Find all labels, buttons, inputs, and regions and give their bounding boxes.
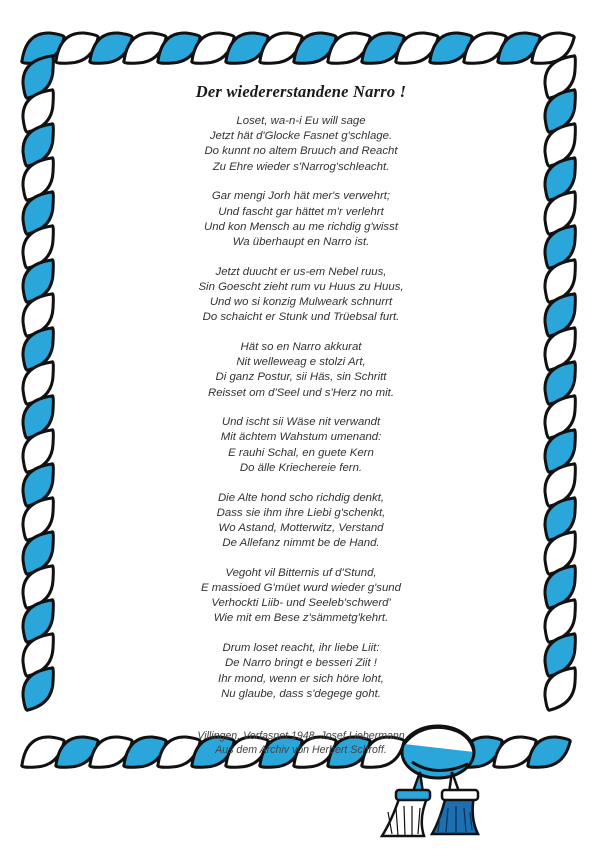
poem-line: Sin Goescht zieht rum vu Huus zu Huus,	[198, 280, 404, 293]
poem-title: Der wiedererstandene Narro !	[195, 82, 407, 101]
poem-credits	[62, 729, 540, 757]
poem-line: Wie mit em Bese z'sämmetg'kehrt.	[213, 612, 389, 625]
poem-line: E massioed G'müet wurd wieder g'sund	[201, 582, 401, 595]
poem-line: Die Alte hond scho richdig denkt,	[217, 491, 385, 504]
stanza	[62, 189, 540, 250]
poem-line: Gar mengi Jorh hät mer's verwehrt;	[211, 190, 391, 203]
poem-line: Und kon Mensch au me richdig g'wisst	[203, 220, 398, 233]
credit-archive: Aus dem Archiv von Herbert Schroff.	[215, 744, 387, 756]
credit-author: Villingen, Vorfasnet 1948. Josef Liebermann	[197, 730, 405, 742]
poem-line: Und fascht gar hättet m'r verlehrt	[218, 205, 384, 218]
stanza	[62, 415, 540, 476]
poem-line: Vegoht vil Bitternis uf d'Stund,	[225, 566, 377, 579]
poem-line: De Narro bringt e besseri Ziit !	[225, 657, 377, 670]
poem-line: Wo Astand, Motterwitz, Verstand	[218, 521, 384, 534]
poem-stanzas	[62, 114, 540, 702]
poem-line: Drum loset reacht, ihr liebe Liit:	[222, 642, 380, 655]
poem-line: Ihr mond, wenn er sich höre loht,	[218, 672, 384, 685]
poem-line: Nit welleweag e stolzi Art,	[236, 356, 366, 369]
poem-line: Wa überhaupt en Narro ist.	[232, 235, 370, 248]
stanza	[62, 491, 540, 552]
poem-line: De Allefanz nimmt be de Hand.	[222, 537, 380, 550]
poem-line: Do kunnt no altem Bruuch and Reacht	[204, 145, 398, 158]
poem-line: Reisset om d'Seel und s'Herz no mit.	[207, 386, 395, 399]
poem-line: Zu Ehre wieder s'Narrog'schleacht.	[212, 160, 390, 173]
poem-line: Do schaicht er Stunk und Trüebsal furt.	[202, 311, 400, 324]
right-tassel-icon	[432, 790, 478, 834]
poem-line: Hät so en Narro akkurat	[240, 340, 362, 353]
poem-line: Dass sie ihm ihre Liebi g'schenkt,	[216, 506, 386, 519]
poem-line: Loset, wa-n-i Eu will sage	[236, 115, 366, 127]
stanza	[62, 340, 540, 401]
poem-line: Und wo si konzig Mulweark schnurrt	[209, 296, 393, 309]
poem-line: Verhockti Liib- und Seeleb'schwerd'	[211, 597, 391, 610]
stanza	[62, 265, 540, 326]
stanza	[62, 641, 540, 702]
stanza	[62, 566, 540, 627]
poem-line: Nu glaube, dass s'degege goht.	[221, 687, 381, 700]
poem-line: Do älle Kriechereie fern.	[239, 461, 363, 474]
poem-line: Und ischt sii Wäse nit verwandt	[221, 416, 381, 429]
poem-block	[62, 70, 540, 756]
left-tassel-icon	[382, 790, 430, 836]
poem-line: Di ganz Postur, sii Häs, sin Schritt	[215, 371, 387, 384]
poem-line: E rauhi Schal, en guete Kern	[228, 446, 374, 459]
poem-line: Mit ächtem Wahstum umenand:	[220, 431, 382, 444]
stanza	[62, 114, 540, 175]
poem-line: Jetzt hät d'Glocke Fasnet g'schlage.	[209, 130, 393, 143]
poem-line: Jetzt duucht er us-em Nebel ruus,	[215, 265, 387, 278]
